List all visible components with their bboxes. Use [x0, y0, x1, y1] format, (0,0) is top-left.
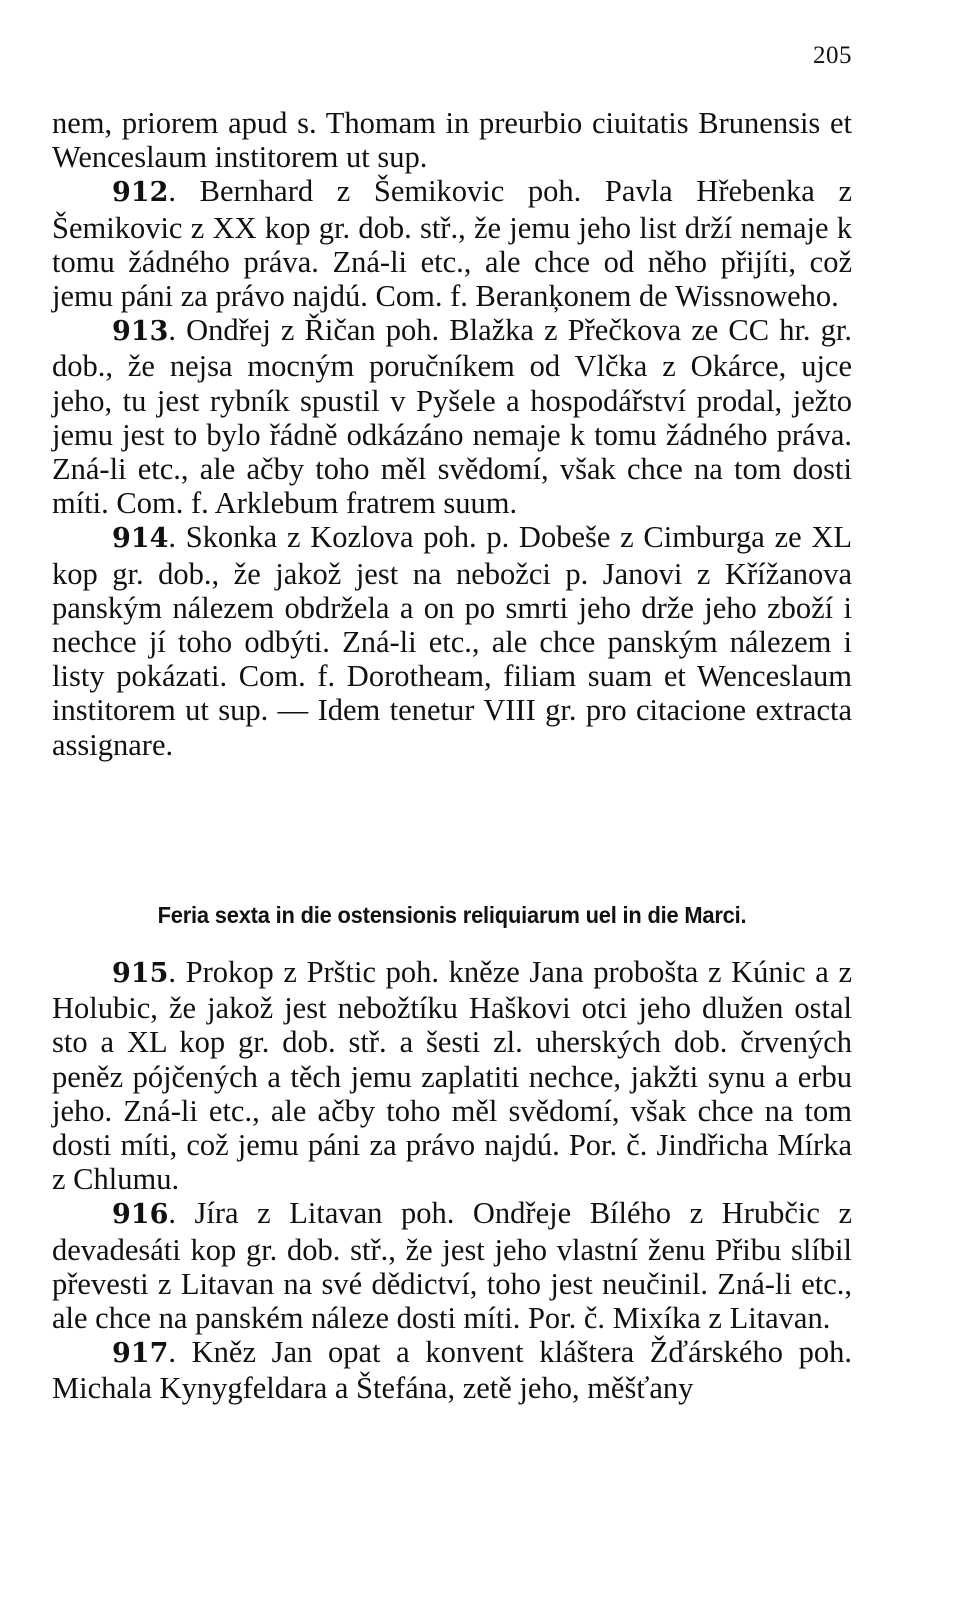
text-column-bottom [52, 955, 852, 1406]
entry-paragraph [52, 174, 852, 313]
entry-paragraph [52, 955, 852, 1196]
entry-paragraph [52, 1196, 852, 1335]
text-column-top [52, 106, 852, 762]
entry-text: . Kněz Jan opat a konvent kláštera Žďárského poh. Michala Kynygfeldara a Štefána, zetě jeho, měšťany [52, 1335, 852, 1406]
page-number: 205 [813, 42, 852, 69]
entry-number: 917 [112, 1338, 169, 1370]
continuation-paragraph: nem, priorem apud s. Thomam in preurbio ciuitatis Brunensis et Wenceslaum institorem ut sup. [52, 106, 852, 175]
entry-text: . Bernhard z Šemikovic poh. Pavla Hřebenka z Šemikovic z XX kop gr. dob. stř., že jemu jeho list drží nemaje k tomu žádného práva. Zná-li etc., ale chce od něho přijíti, což jemu páni za právo najdú. Com. f. Beranķonem de Wissnoweho. [52, 174, 852, 314]
entry-paragraph [52, 1335, 852, 1405]
entry-text: . Prokop z Prštic poh. kněze Jana probošta z Kúnic a z Holubic, že jakož jest nebožtíku Haškovi otci jeho dlužen ostal sto a XL kop gr. dob. stř. a šesti zl. uherských dob. črvených peněz pójčených a těch jemu zaplatiti nechce, jakžti synu a erbu jeho. Zná-li etc., ale ačby toho měl svědomí, však chce na tom dosti míti, což jemu páni za právo najdú. Por. č. Jindřicha Mírka z Chlumu. [52, 955, 852, 1197]
entry-paragraph [52, 520, 852, 761]
entry-number: 913 [112, 316, 169, 348]
entry-text: . Skonka z Kozlova poh. p. Dobeše z Cimburga ze XL kop gr. dob., že jakož jest na nebožci p. Janovi z Křížanova panským nálezem obdržela a on po smrti jeho drže jeho zboží i nechce jí toho odbýti. Zná-li etc., ale chce panským nálezem i listy pokázati. Com. f. Dorotheam, filiam suam et Wenceslaum institorem ut sup. — Idem tenetur VIII gr. pro citacione extracta assignare. [52, 520, 852, 762]
entry-number: 916 [112, 1199, 169, 1231]
entry-text: . Ondřej z Řičan poh. Blažka z Přečkova ze CC hr. gr. dob., že nejsa mocným poručníkem od Vlčka z Okárce, ujce jeho, tu jest rybník spustil v Pyšele a hospodářství prodal, ježto jemu jest to bylo řádně odkázáno nemaje k tomu žádného práva. Zná-li etc., ale ačby toho měl svědomí, však chce na tom dosti míti. Com. f. Arklebum fratrem suum. [52, 313, 852, 521]
entry-number: 915 [112, 958, 169, 989]
entry-text: . Jíra z Litavan poh. Ondřeje Bílého z Hrubčic z devadesáti kop gr. dob. stř., že jest jeho vlastní ženu Přibu slíbil převesti z Litavan na své dědictví, toho jest neučinil. Zná-li etc., ale chce na panském náleze dosti míti. Por. č. Mixíka z Litavan. [52, 1196, 852, 1336]
entry-number: 914 [112, 523, 169, 555]
section-heading: Feria sexta in die ostensionis reliquiarum uel in die Marci. [157, 902, 747, 928]
entry-number: 912 [112, 177, 169, 209]
entry-paragraph [52, 313, 852, 520]
